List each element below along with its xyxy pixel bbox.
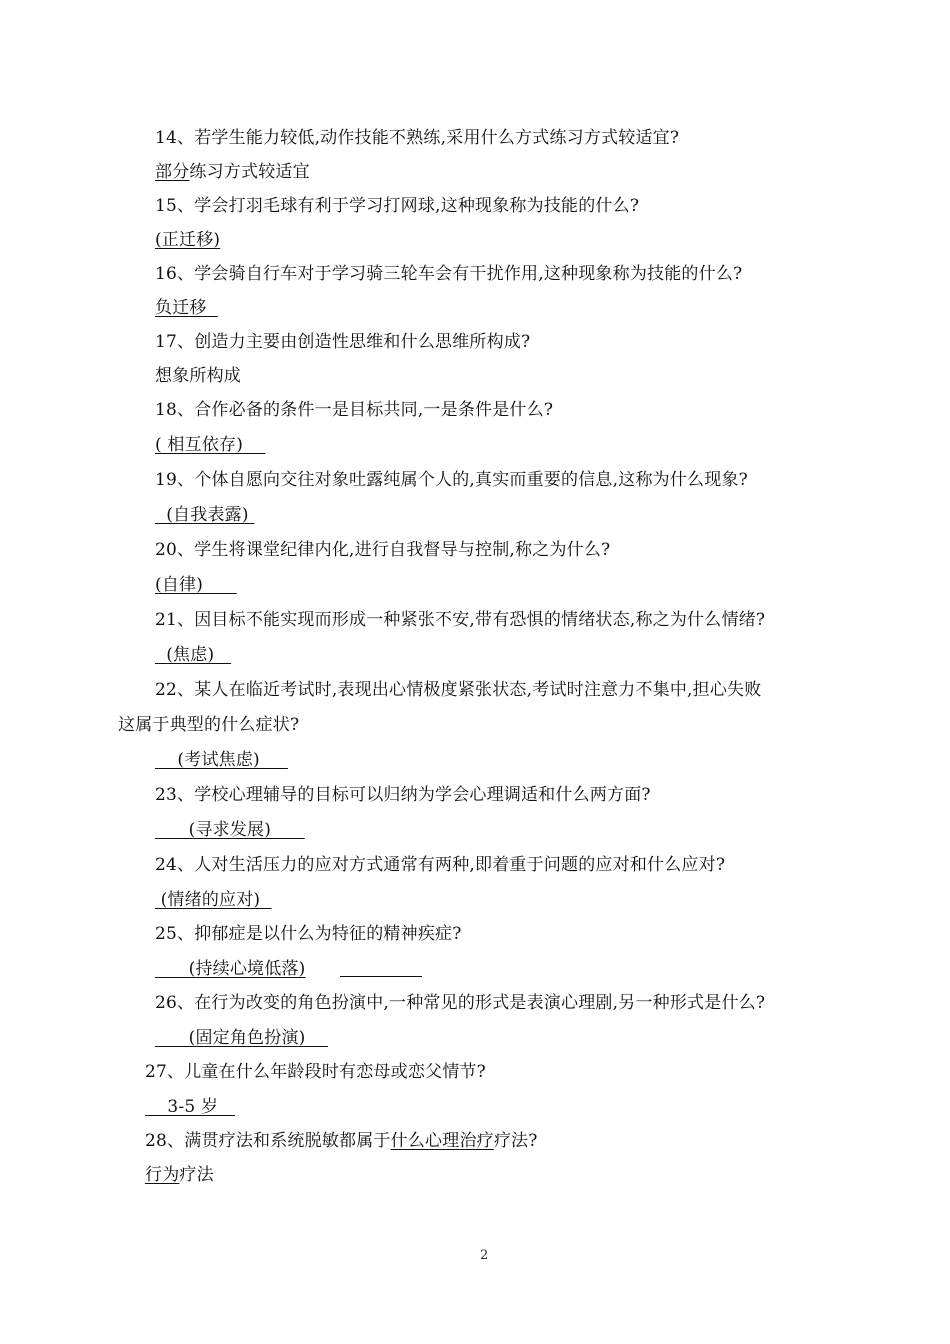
answer-15-underlined: (正迁移) [155,230,221,250]
question-14: 14、若学生能力较低,动作技能不熟练,采用什么方式练习方式较适宜? [155,128,680,148]
answer-28-rest: 疗法 [179,1165,214,1185]
answer-20-underlined: (自律) [155,575,237,595]
answer-17 [155,365,241,387]
answer-28-underlined: 行为 [145,1165,180,1185]
question-18: 18、合作必备的条件一是目标共同,一是条件是什么? [155,400,554,420]
question-22-continued: 这属于典型的什么症状? [118,715,300,735]
answer-16-underlined: 负迁移 [155,298,218,318]
question-28-end: 疗法? [493,1131,538,1151]
question-27: 27、儿童在什么年龄段时有恋母或恋父情节? [145,1062,486,1082]
answer-19-underlined: (自我表露) [155,505,255,525]
answer-16 [155,297,218,319]
answer-22-underlined: (考试焦虑) [155,750,288,770]
answer-25-trailing-rule [340,976,422,977]
question-28 [145,1130,538,1152]
answer-17-text: 想象所构成 [155,366,241,386]
answer-21 [155,644,231,666]
answer-21-underlined: (焦虑) [155,645,232,665]
answer-18-underlined: ( 相互依存) [155,435,266,455]
answer-25 [155,958,306,980]
question-26: 26、在行为改变的角色扮演中,一种常见的形式是表演心理剧,另一种形式是什么? [155,993,766,1013]
question-20: 20、学生将课堂纪律内化,进行自我督导与控制,称之为什么? [155,540,611,560]
answer-25-underlined: (持续心境低落) [155,959,306,979]
answer-15 [155,229,220,251]
answer-28 [145,1164,214,1186]
answer-24-underlined: (情绪的应对) [155,890,272,910]
question-16: 16、学会骑自行车对于学习骑三轮车会有干扰作用,这种现象称为技能的什么? [155,264,743,284]
answer-24 [155,889,271,911]
answer-14-underlined: 部分 [155,162,190,182]
question-19: 19、个体自愿向交往对象吐露纯属个人的,真实而重要的信息,这称为什么现象? [155,470,748,490]
question-28-start: 28、满贯疗法和系统脱敏都属于 [145,1131,391,1151]
answer-27 [145,1096,235,1118]
question-22: 22、某人在临近考试时,表现出心情极度紧张状态,考试时注意力不集中,担心失败 [155,680,762,700]
answer-18 [155,434,265,456]
question-23: 23、学校心理辅导的目标可以归纳为学会心理调适和什么两方面? [155,785,651,805]
answer-27-underlined: 3-5 岁 [145,1097,236,1117]
answer-14-rest: 练习方式较适宜 [189,162,310,182]
answer-14 [155,161,310,183]
answer-19 [155,504,254,526]
answer-20 [155,574,237,596]
question-25: 25、抑郁症是以什么为特征的精神疾症? [155,924,462,944]
answer-23-underlined: (寻求发展) [155,820,305,840]
question-28-underlined: 什么心理治疗 [390,1131,494,1151]
page-number: 2 [480,1248,489,1263]
question-17: 17、创造力主要由创造性思维和什么思维所构成? [155,332,531,352]
answer-23 [155,819,305,841]
question-15: 15、学会打羽毛球有利于学习打网球,这种现象称为技能的什么? [155,196,640,216]
answer-22 [155,749,288,771]
answer-26 [155,1027,328,1049]
question-21: 21、因目标不能实现而形成一种紧张不安,带有恐惧的情绪状态,称之为什么情绪? [155,610,766,630]
answer-26-underlined: (固定角色扮演) [155,1028,328,1048]
question-24: 24、人对生活压力的应对方式通常有两种,即着重于问题的应对和什么应对? [155,855,726,875]
